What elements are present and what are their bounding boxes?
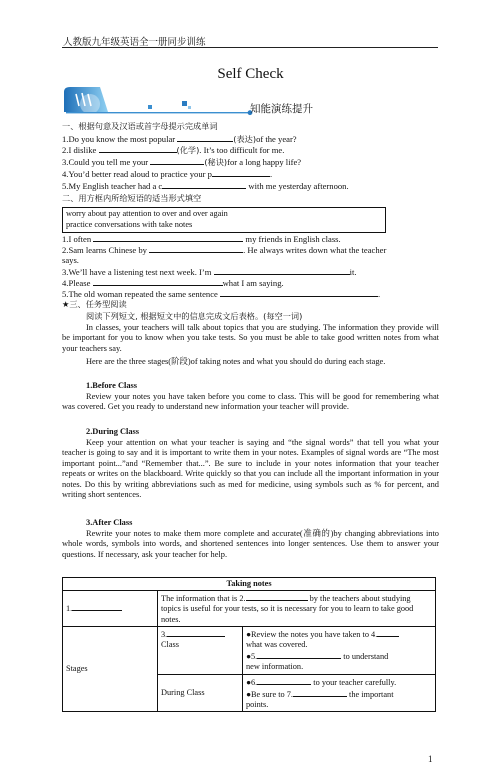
phrase-box-line-1: worry about pay attention to over and over again	[66, 209, 228, 218]
answer-blank[interactable]	[257, 650, 341, 659]
page-number: 1	[428, 754, 433, 764]
part2-item-2-cont: says.	[62, 255, 79, 265]
table-title: Taking notes	[63, 578, 436, 591]
reading-paragraph-2: Here are the three stages(阶段)of taking notes and what you should do during each stage.	[86, 357, 386, 366]
subheading-before-class: 1.Before Class	[86, 381, 138, 390]
answer-blank[interactable]	[212, 168, 270, 177]
table-cell-info: The information that is 2. by the teachers about studying topics is useful for your tests, so it is necessary for you to learn to take good notes.	[158, 591, 436, 627]
part2-heading: 二、用方框内所给短语的适当形式填空	[62, 193, 202, 203]
subheading-after-class: 3.After Class	[86, 518, 133, 527]
phrase-box-line-2: practice conversations with take notes	[66, 220, 193, 229]
answer-blank[interactable]	[99, 144, 177, 153]
notes-table	[62, 577, 436, 712]
reading-paragraph-1: In classes, your teachers will talk about topics that you are studying. The information they provide will be important for you to know when you take tests. So you must be able to take good written notes from what your teachers say.	[62, 323, 439, 353]
answer-blank[interactable]	[377, 628, 399, 637]
page-title: Self Check	[217, 66, 284, 82]
reading-paragraph-3: Review your notes you have taken before you come to class. This will be good for remembering what was covered. Get you ready to understand new information your teacher will provide.	[62, 392, 439, 412]
answer-blank[interactable]	[246, 592, 308, 601]
part2-item-1: 1.I often my friends in English class.	[62, 234, 341, 244]
answer-blank[interactable]	[93, 233, 243, 242]
part1-item-2: 2.I dislike (化学). It’s too difficult for me.	[62, 145, 285, 155]
answer-blank[interactable]	[214, 266, 350, 275]
part2-item-2: 2.Sam learns Chinese by . He always writes down what the teacher	[62, 245, 387, 255]
answer-blank[interactable]	[167, 628, 225, 637]
reading-paragraph-5: Rewrite your notes to make them more complete and accurate(准确的)by changing abbreviations into whole words, symbols into words, and shortened sentences into longer sentences. Use them to answer your questions. If necessary, ask your teacher for help.	[62, 529, 439, 559]
table-cell-stages: Stages	[63, 626, 158, 711]
page-header: 人教版九年级英语全一册同步训练	[63, 37, 206, 48]
part1-item-5: 5.My English teacher had a c with me yesterday afternoon.	[62, 181, 349, 191]
answer-blank[interactable]	[72, 602, 122, 611]
part1-item-1: 1.Do you know the most popular (表达)of the year?	[62, 134, 297, 144]
table-cell-during-class-content: ●6. to your teacher carefully. ●Be sure to 7. the important points.	[243, 674, 436, 712]
header-rule	[62, 47, 438, 48]
section-banner-graphic	[62, 86, 262, 120]
part2-item-5: 5.The old woman repeated the same sentence .	[62, 289, 381, 299]
subheading-during-class: 2.During Class	[86, 427, 140, 436]
table-cell-1: 1.	[63, 591, 158, 627]
answer-blank[interactable]	[149, 244, 243, 253]
banner-title: 知能演练提升	[250, 103, 313, 115]
part3-heading: ★三、任务型阅读	[62, 299, 127, 309]
answer-blank[interactable]	[257, 676, 311, 685]
answer-blank[interactable]	[93, 277, 223, 286]
part1-item-3: 3.Could you tell me your (秘诀)for a long happy life?	[62, 157, 302, 167]
table-cell-3: 3. Class	[158, 626, 243, 674]
answer-blank[interactable]	[220, 288, 378, 297]
answer-blank[interactable]	[293, 688, 347, 697]
answer-blank[interactable]	[150, 156, 204, 165]
part2-item-3: 3.We’ll have a listening test next week. I’m it.	[62, 267, 357, 277]
answer-blank[interactable]	[162, 180, 246, 189]
reading-paragraph-4: Keep your attention on what your teacher is saying and “the signal words” that tell you what your teacher is going to say and it is important to write them in your notes. Examples of signal words are “The most important point...”and “Remember that...”. Be sure to include in your notes information that your teacher repeats or writes on the blackboard. Write quickly so that you can include all the important information in your notes. Do this by writing abbreviations such as med for medicine, using symbols such as % for percent, and writing short sentences.	[62, 438, 439, 500]
table-cell-before-class: ●Review the notes you have taken to 4. what was covered. ●5. to understand new information.	[243, 626, 436, 674]
part1-heading: 一、根据句意及汉语或首字母提示完成单词	[62, 121, 218, 131]
phrase-box	[62, 207, 386, 233]
table-cell-during-class: During Class	[158, 674, 243, 712]
part3-instruction: 阅读下列短文, 根据短文中的信息完成文后表格。(每空一词)	[86, 311, 303, 321]
answer-blank[interactable]	[177, 133, 233, 142]
part2-item-4: 4.Please what I am saying.	[62, 278, 284, 288]
part1-item-4: 4.You’d better read aloud to practice your p .	[62, 169, 273, 179]
